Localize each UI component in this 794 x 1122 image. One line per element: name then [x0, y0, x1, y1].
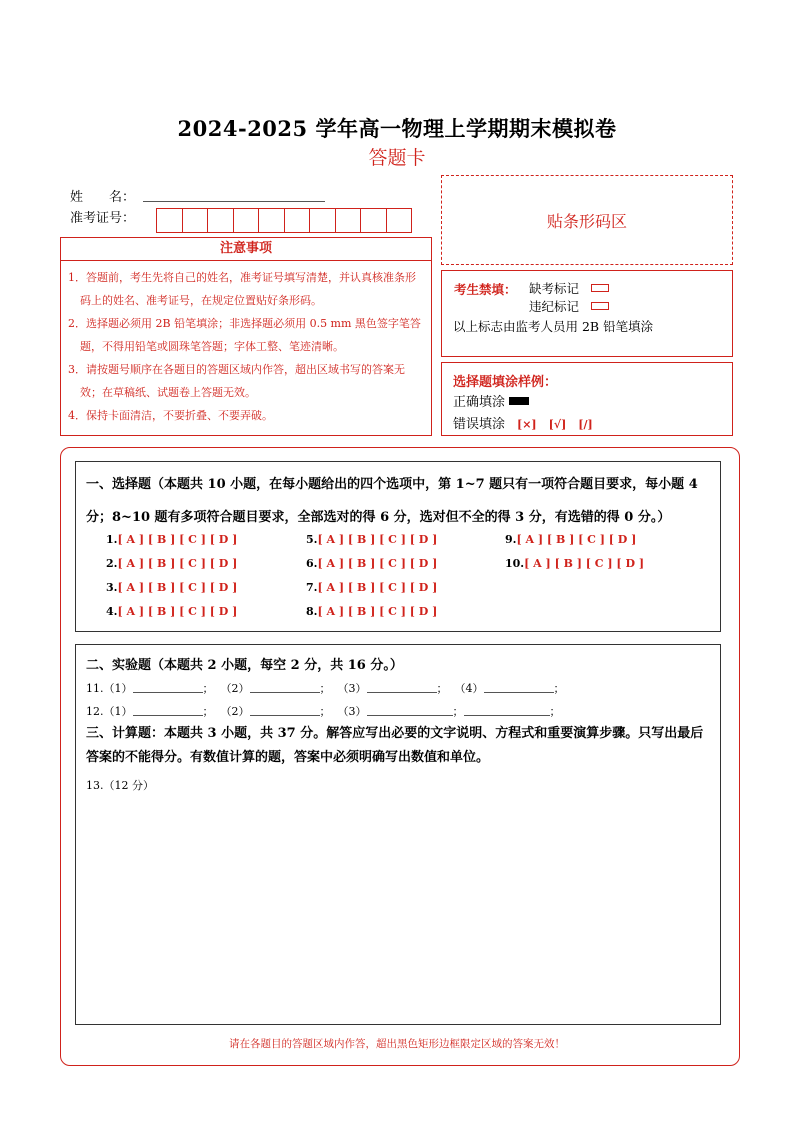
answer-blank[interactable] — [367, 706, 453, 716]
notice-item: 3．请按题号顺序在各题目的答题区域内作答，超出区域书写的答案无效；在草稿纸、试题卷上答题无效。 — [68, 363, 405, 399]
forbid-note: 以上标志由监考人员用 2B 铅笔填涂 — [453, 319, 654, 334]
barcode-label: 贴条形码区 — [546, 211, 627, 231]
name-field[interactable] — [143, 201, 325, 202]
q12-row: 12.（1） ； （2） ； （3） ； ； — [86, 705, 561, 718]
wrong-fill-row — [453, 413, 593, 432]
exam-id-box[interactable] — [360, 208, 387, 233]
wrong-mark: [√] — [548, 418, 567, 431]
question-row[interactable]: 5.[ A ] [ B ] [ C ] [ D ] — [306, 533, 438, 546]
page-subtitle: 答题卡 — [368, 147, 426, 169]
fill-sample-box — [441, 362, 733, 436]
exam-id-boxes[interactable] — [156, 208, 411, 233]
section3-instructions: 三、计算题：本题共 3 小题，共 37 分。解答应写出必要的文字说明、方程式和重要演算步骤。只写出最后答案的不能得分。有数值计算的题，答案中必须明确写出数值和单位。 — [86, 726, 704, 765]
question-row[interactable]: 9.[ A ] [ B ] [ C ] [ D ] — [505, 533, 637, 546]
barcode-area — [441, 175, 733, 265]
section1-instructions: 一、选择题（本题共 10 小题，在每小题给出的四个选项中，第 1~7 题只有一项符合题目要求，每小题 4 分；8~10 题有多项符合题目要求，全部选对的得 6 分，选对但不全的得 3 分，有选错的得 0 分。） — [86, 477, 698, 525]
answer-blank[interactable] — [133, 683, 203, 693]
wrong-fill-label: 错误填涂 — [453, 417, 506, 432]
correct-fill-label: 正确填涂 — [453, 395, 506, 410]
notice-box — [60, 237, 432, 436]
question-row[interactable]: 10.[ A ] [ B ] [ C ] [ D ] — [505, 557, 645, 570]
notice-list — [61, 261, 431, 427]
violate-mark-row — [529, 297, 609, 315]
question-row[interactable]: 4.[ A ] [ B ] [ C ] [ D ] — [106, 605, 238, 618]
answer-blank[interactable] — [464, 706, 550, 716]
exam-id-box[interactable] — [284, 208, 311, 233]
exam-id-box[interactable] — [386, 208, 413, 233]
absent-mark-row — [529, 279, 609, 297]
question-row[interactable]: 8.[ A ] [ B ] [ C ] [ D ] — [306, 605, 438, 618]
absent-mark-box[interactable] — [591, 284, 609, 292]
notice-item: 1．答题前，考生先将自己的姓名，准考证号填写清楚，并认真核准条形码上的姓名、准考证号，在规定位置贴好条形码。 — [68, 271, 416, 307]
notice-title: 注意事项 — [61, 238, 431, 261]
q13-label: 13.（12 分） — [86, 779, 154, 792]
answer-blank[interactable] — [133, 706, 203, 716]
exam-id-box[interactable] — [335, 208, 362, 233]
fill-sample-title: 选择题填涂样例： — [453, 375, 558, 390]
exam-id-box[interactable] — [309, 208, 336, 233]
exam-id-label: 准考证号： — [70, 211, 136, 226]
exam-id-box[interactable] — [233, 208, 260, 233]
page-title: 2024-2025 学年高一物理上学期期末模拟卷 — [177, 116, 617, 141]
written-section — [75, 644, 721, 1025]
absent-mark-label: 缺考标记 — [529, 281, 580, 296]
violate-mark-label: 违纪标记 — [529, 299, 580, 314]
notice-item: 2．选择题必须用 2B 铅笔填涂；非选择题必须用 0.5 mm 黑色签字笔答题，不得用铅笔或圆珠笔答题；字体工整、笔迹清晰。 — [68, 317, 421, 353]
answer-blank[interactable] — [250, 706, 320, 716]
forbid-box — [441, 270, 733, 357]
q11-row: 11.（1） ； （2） ； （3） ； （4） ； — [86, 682, 565, 695]
question-row[interactable]: 7.[ A ] [ B ] [ C ] [ D ] — [306, 581, 438, 594]
name-label: 姓 名： — [70, 190, 136, 205]
answer-blank[interactable] — [250, 683, 320, 693]
answer-blank[interactable] — [484, 683, 554, 693]
question-row[interactable]: 6.[ A ] [ B ] [ C ] [ D ] — [306, 557, 438, 570]
section2-title: 二、实验题（本题共 2 小题，每空 2 分，共 16 分。） — [86, 658, 403, 673]
exam-id-box[interactable] — [182, 208, 209, 233]
question-row[interactable]: 3.[ A ] [ B ] [ C ] [ D ] — [106, 581, 238, 594]
exam-id-box[interactable] — [207, 208, 234, 233]
correct-fill-row — [453, 391, 529, 410]
wrong-mark: [×] — [517, 418, 537, 431]
notice-item: 4．保持卡面清洁，不要折叠、不要弄破。 — [68, 409, 273, 422]
question-row[interactable]: 2.[ A ] [ B ] [ C ] [ D ] — [106, 557, 238, 570]
footer-warning: 请在各题目的答题区域内作答，超出黑色矩形边框限定区域的答案无效！ — [229, 1038, 565, 1050]
wrong-mark: [/] — [578, 418, 593, 431]
question-row[interactable]: 1.[ A ] [ B ] [ C ] [ D ] — [106, 533, 238, 546]
exam-id-box[interactable] — [258, 208, 285, 233]
answer-blank[interactable] — [367, 683, 437, 693]
violate-mark-box[interactable] — [591, 302, 609, 310]
filled-mark-icon — [509, 397, 529, 405]
exam-id-box[interactable] — [156, 208, 183, 233]
multiple-choice-section — [75, 461, 721, 632]
forbid-label: 考生禁填： — [454, 282, 517, 297]
